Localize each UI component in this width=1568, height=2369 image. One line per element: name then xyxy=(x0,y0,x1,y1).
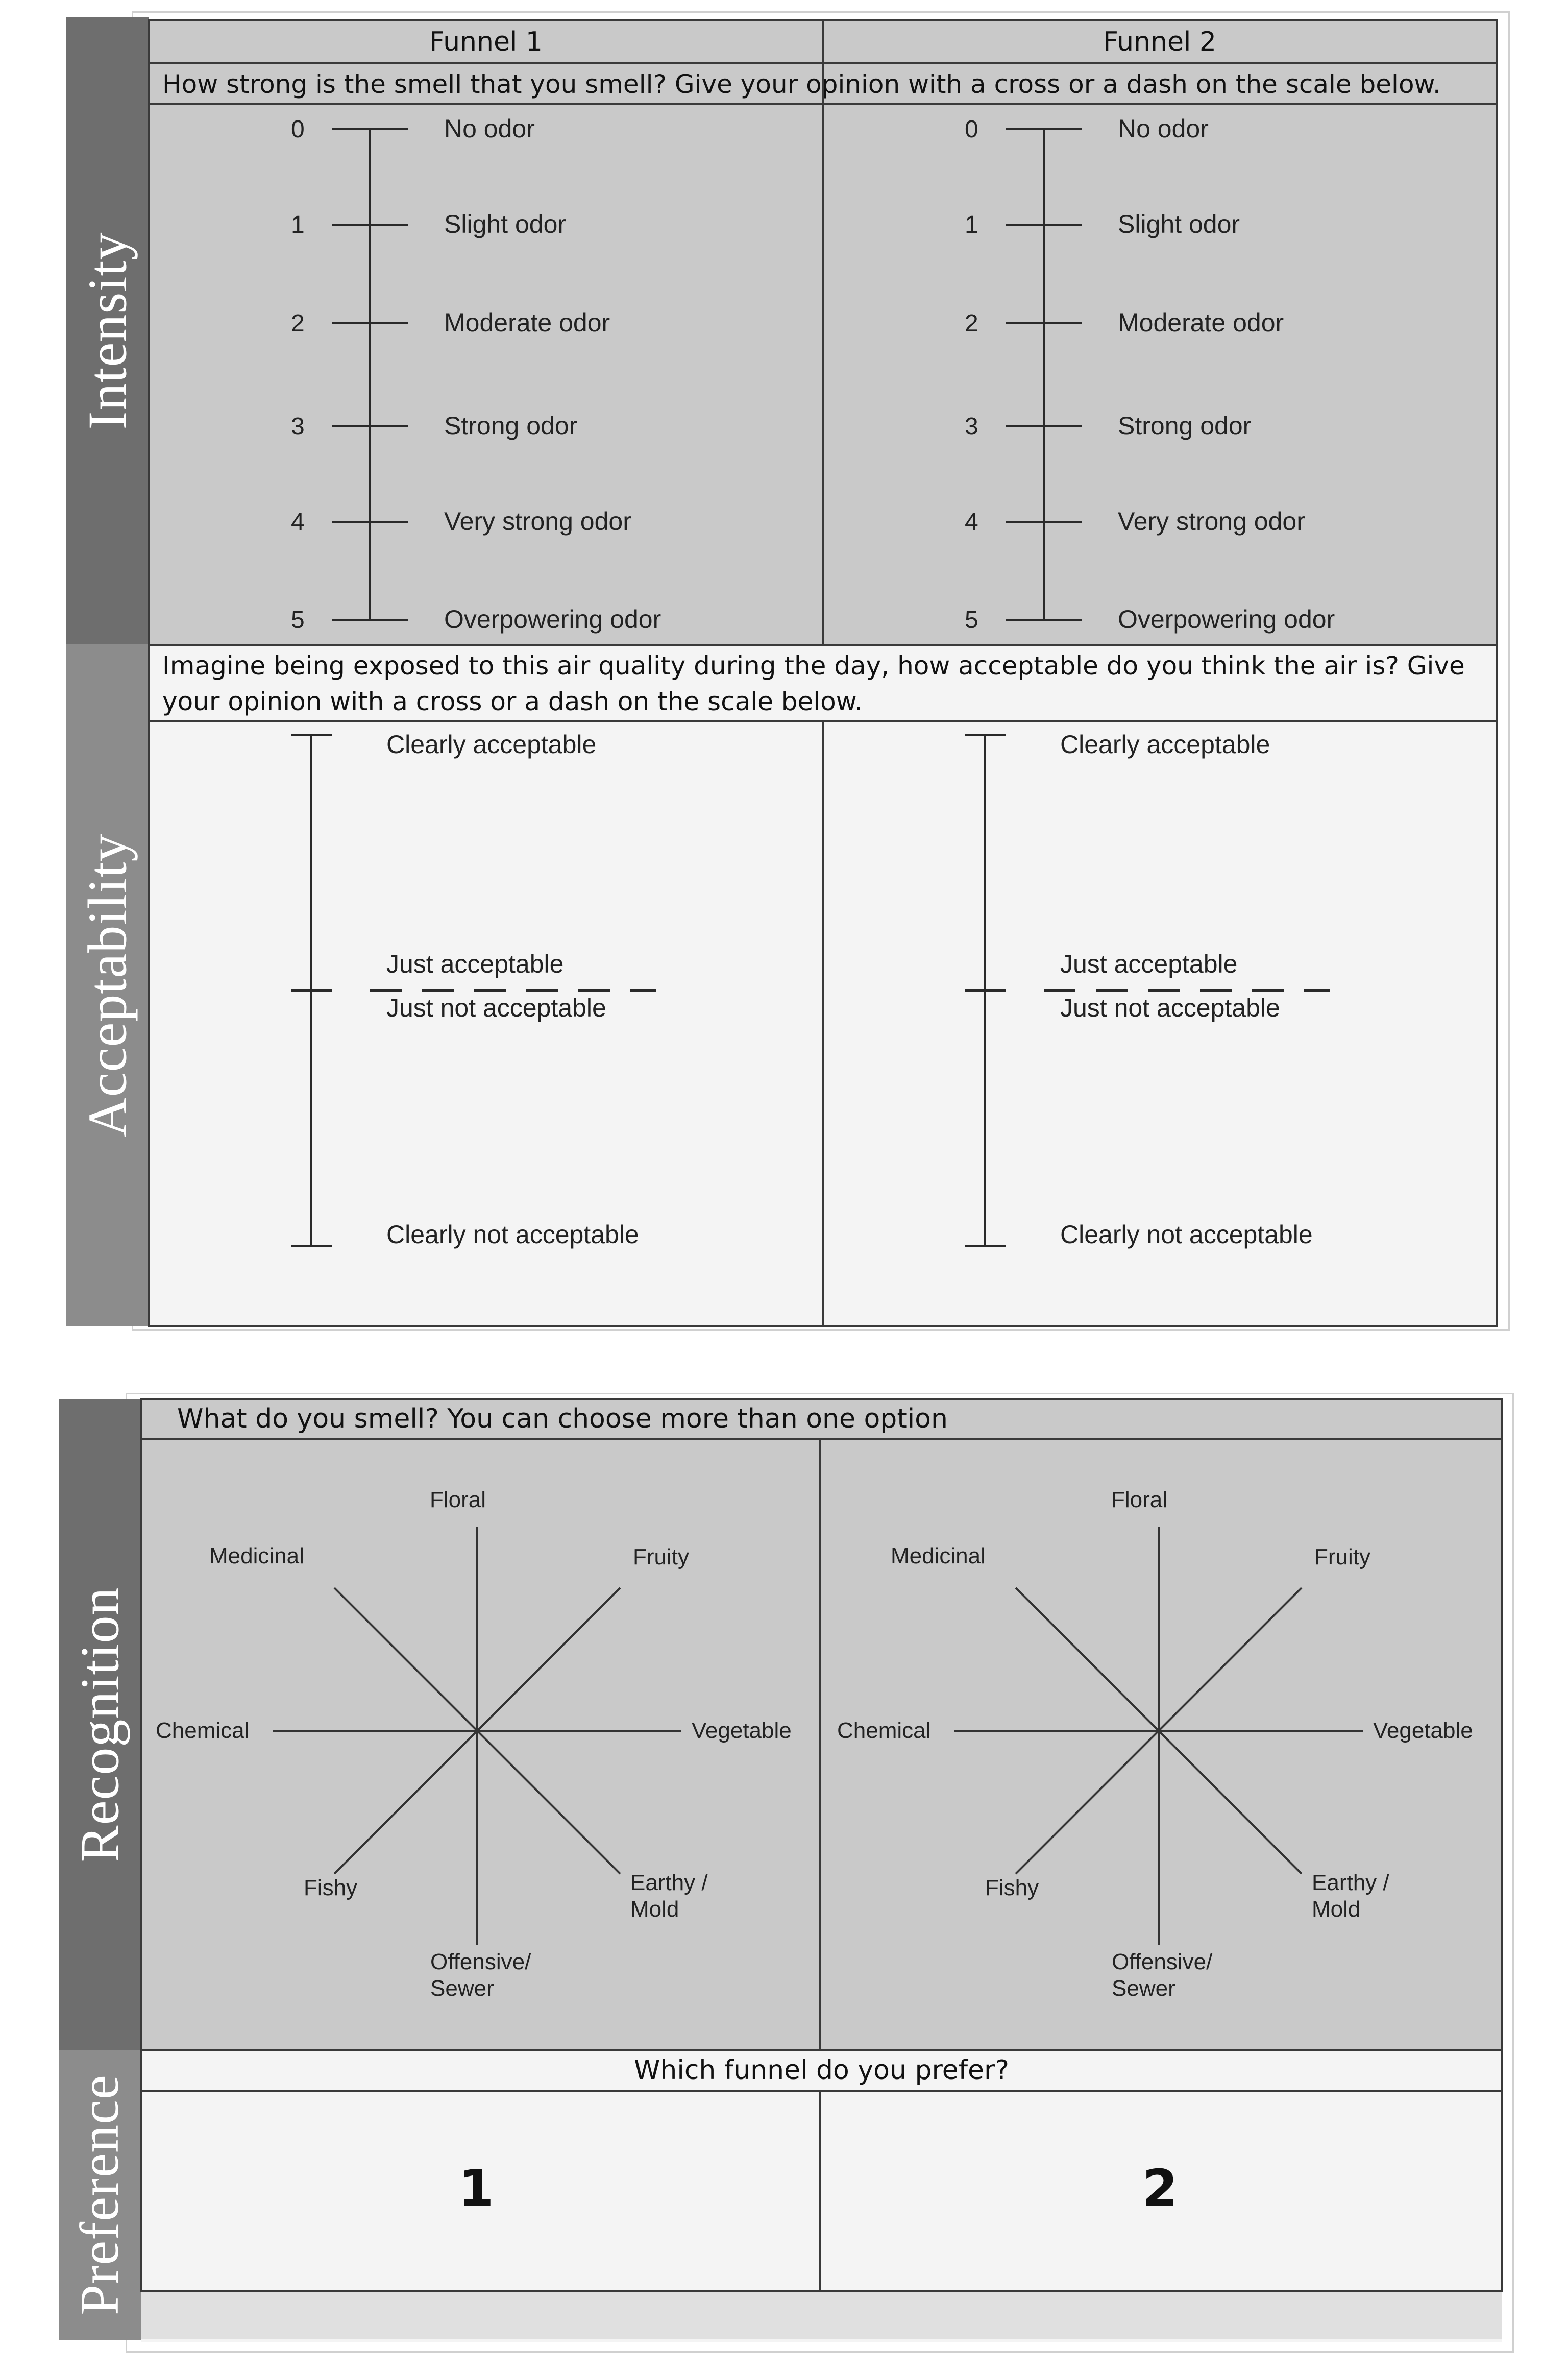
intensity-label-0-f2: No odor xyxy=(1118,114,1209,143)
acceptability-bottom-f1: Clearly not acceptable xyxy=(386,1220,639,1249)
option-floral-f2: Floral xyxy=(1111,1487,1168,1512)
intensity-num-2-f1: 2 xyxy=(291,310,305,337)
intensity-label-0-f1: No odor xyxy=(444,114,535,143)
option-offensive-line1-f1: Offensive/ xyxy=(430,1949,531,1974)
option-offensive-line2-f2: Sewer xyxy=(1112,1976,1175,2001)
intensity-num-3-f2: 3 xyxy=(965,413,978,440)
intensity-num-5-f1: 5 xyxy=(291,607,305,634)
intensity-num-4-f2: 4 xyxy=(965,509,978,536)
acceptability-mid-upper-f2: Just acceptable xyxy=(1060,950,1238,978)
option-chemical-f2: Chemical xyxy=(837,1718,931,1743)
intensity-num-2-f2: 2 xyxy=(965,310,978,337)
acceptability-bottom-f2: Clearly not acceptable xyxy=(1060,1220,1313,1249)
option-chemical-f1: Chemical xyxy=(156,1718,250,1743)
option-offensive-line2-f1: Sewer xyxy=(430,1976,494,2001)
option-fruity-f1: Fruity xyxy=(633,1544,689,1569)
intensity-label-2-f1: Moderate odor xyxy=(444,308,610,337)
acceptability-question-line-2: your opinion with a cross or a dash on the scale below. xyxy=(162,687,863,716)
option-fruity-f2: Fruity xyxy=(1314,1544,1370,1569)
acceptability-mid-upper-f1: Just acceptable xyxy=(386,950,564,978)
option-medicinal-f2: Medicinal xyxy=(891,1543,986,1568)
acceptability-top-f2: Clearly acceptable xyxy=(1060,730,1270,759)
intensity-label-4-f1: Very strong odor xyxy=(444,507,631,536)
intensity-num-1-f2: 1 xyxy=(965,211,978,238)
acceptability-mid-lower-f2: Just not acceptable xyxy=(1060,994,1280,1022)
funnel-1-header: Funnel 1 xyxy=(429,27,543,57)
option-medicinal-f1: Medicinal xyxy=(209,1543,304,1568)
acceptability-question-line-1: Imagine being exposed to this air quality during the day, how acceptable do you think the air is? Give xyxy=(162,651,1465,681)
preference-question: Which funnel do you prefer? xyxy=(634,2055,1009,2086)
option-vegetable-f1: Vegetable xyxy=(692,1718,792,1743)
acceptability-mid-lower-f1: Just not acceptable xyxy=(386,994,606,1022)
intensity-label-1-f1: Slight odor xyxy=(444,210,567,238)
acceptability-top-f1: Clearly acceptable xyxy=(386,730,597,759)
intensity-num-3-f1: 3 xyxy=(291,413,305,440)
intensity-num-0-f1: 0 xyxy=(291,116,305,143)
recognition-label: Recognition xyxy=(69,1587,130,1862)
option-offensive-line1-f2: Offensive/ xyxy=(1112,1949,1213,1974)
intensity-num-0-f2: 0 xyxy=(965,116,978,143)
preference-option-2[interactable]: 2 xyxy=(1142,2159,1178,2218)
option-earthy-line2-f2: Mold xyxy=(1312,1897,1361,1922)
intensity-label-4-f2: Very strong odor xyxy=(1118,507,1305,536)
preference-option-1[interactable]: 1 xyxy=(458,2159,494,2218)
intensity-label-3-f2: Strong odor xyxy=(1118,412,1252,440)
option-floral-f1: Floral xyxy=(430,1487,486,1512)
recognition-question: What do you smell? You can choose more than one option xyxy=(177,1404,948,1434)
intensity-label-5-f2: Overpowering odor xyxy=(1118,605,1335,634)
intensity-question: How strong is the smell that you smell? Give your opinion with a cross or a dash on the scale below. xyxy=(162,69,1441,99)
option-earthy-line1-f2: Earthy / xyxy=(1312,1870,1389,1895)
intensity-num-4-f1: 4 xyxy=(291,509,305,536)
intensity-num-1-f1: 1 xyxy=(291,211,305,238)
intensity-label-2-f2: Moderate odor xyxy=(1118,308,1284,337)
preference-label: Preference xyxy=(69,2074,131,2315)
intensity-label-1-f2: Slight odor xyxy=(1118,210,1240,238)
funnel-2-header: Funnel 2 xyxy=(1103,27,1216,57)
intensity-label-3-f1: Strong odor xyxy=(444,412,578,440)
intensity-label-5-f1: Overpowering odor xyxy=(444,605,662,634)
option-fishy-f1: Fishy xyxy=(304,1875,358,1900)
option-earthy-line1-f1: Earthy / xyxy=(630,1870,708,1895)
option-fishy-f2: Fishy xyxy=(985,1875,1039,1900)
acceptability-label: Acceptability xyxy=(77,833,138,1137)
intensity-label: Intensity xyxy=(77,232,138,430)
intensity-num-5-f2: 5 xyxy=(965,607,978,634)
option-earthy-line2-f1: Mold xyxy=(630,1897,679,1922)
option-vegetable-f2: Vegetable xyxy=(1373,1718,1473,1743)
